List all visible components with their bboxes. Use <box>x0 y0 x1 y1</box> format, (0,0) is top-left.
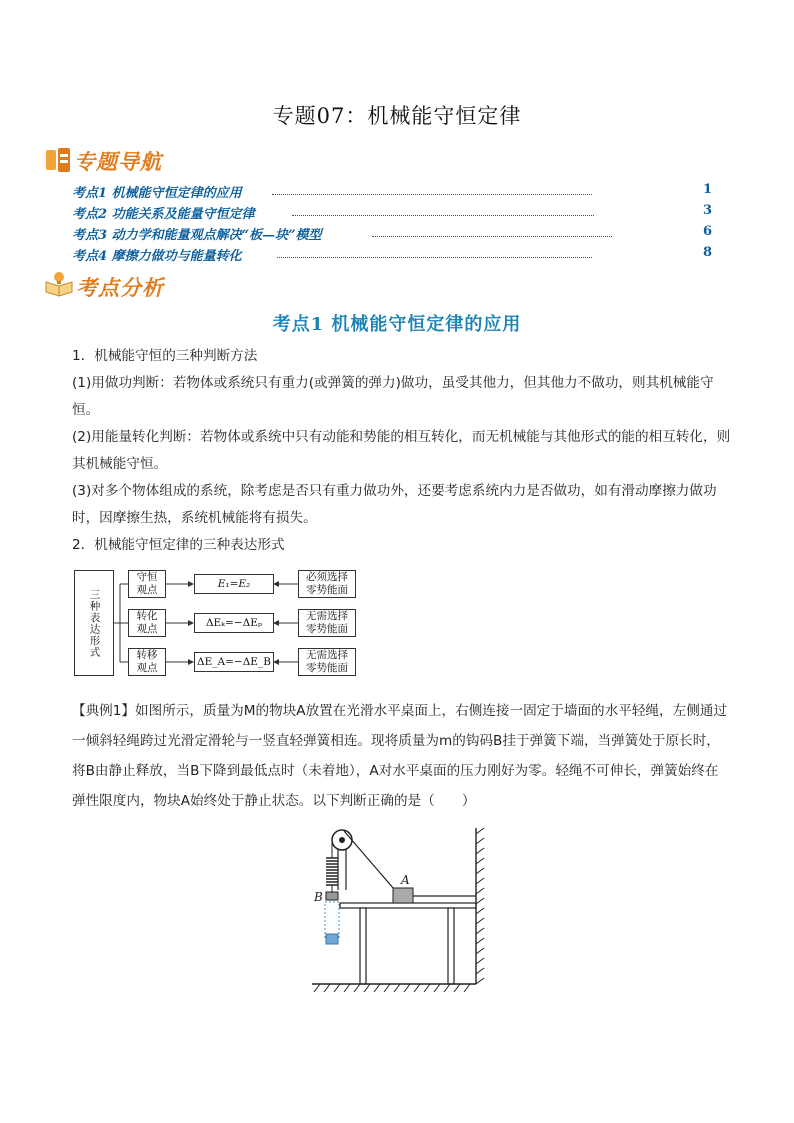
toc-item-4[interactable] <box>72 245 712 265</box>
mass-b <box>326 892 338 900</box>
toc-label: 考点2 功能关系及能量守恒定律 <box>72 203 257 222</box>
paragraph-1: (1)用做功判断：若物体或系统只有重力(或弹簧的弹力)做功，虽受其他力，但其他力不做功，则其机械能守恒。 <box>72 375 714 418</box>
toc-label: 考点1 机械能守恒定律的应用 <box>72 182 244 201</box>
page-title: 专题07：机械能守恒定律 <box>272 104 522 128</box>
keypoint-1-title: 考点1 机械能守恒定律的应用 <box>272 314 522 335</box>
example-tag: 【典例1】 <box>72 703 136 719</box>
analysis-section-header <box>44 270 244 304</box>
toc-item-1[interactable] <box>72 182 712 202</box>
toc-page: 8 <box>702 245 712 260</box>
physics-setup-figure <box>300 826 500 998</box>
formula-box: ΔEₖ=−ΔEₚ <box>194 613 274 633</box>
body-text <box>72 343 732 559</box>
analysis-header-label: 考点分析 <box>76 275 164 300</box>
view-box: 转移观点 <box>128 648 166 676</box>
note-box: 无需选择零势能面 <box>298 648 356 676</box>
paragraph-3: (3)对多个物体组成的系统，除考虑是否只有重力做功外，还要考虑系统内力是否做功，如有滑动摩擦力做功时，因摩擦生热，系统机械能将有损失。 <box>72 483 717 526</box>
label-b: B <box>314 890 323 904</box>
toc-label: 考点4 摩擦力做功与能量转化 <box>72 245 244 264</box>
formula-box: E₁=E₂ <box>194 574 274 594</box>
toc-page: 1 <box>702 182 712 197</box>
heading-1: 1．机械能守恒的三种判断方法 <box>72 348 258 364</box>
view-box: 转化观点 <box>128 609 166 637</box>
nav-section-header <box>44 144 244 178</box>
heading-2: 2．机械能守恒定律的三种表达形式 <box>72 537 285 553</box>
example-text: 如图所示，质量为M的物块A放置在光滑水平桌面上，右侧连接一固定于墙面的水平轻绳，左侧通过一倾斜轻绳跨过光滑定滑轮与一竖直轻弹簧相连。现将质量为m的钩码B挂于弹簧下端，当弹簧处于原长时，将B由静止释放，当B下降到最低点时（未着地），A对水平桌面的压力刚好为零。轻绳不可伸长，弹簧始终在弹性限度内，物块A始终处于静止状态。以下判断正确的是（ ） <box>72 703 727 809</box>
paragraph-2: (2)用能量转化判断：若物体或系统中只有动能和势能的相互转化，而无机械能与其他形式的能的相互转化，则其机械能守恒。 <box>72 429 731 472</box>
view-box: 守恒观点 <box>128 570 166 598</box>
nav-logo-icon <box>44 146 72 174</box>
toc-page: 6 <box>702 224 712 239</box>
example-1 <box>72 696 732 816</box>
book-bulb-icon <box>44 270 74 300</box>
note-box: 无需选择零势能面 <box>298 609 356 637</box>
toc-item-2[interactable] <box>72 203 712 223</box>
label-a: A <box>401 873 410 887</box>
note-box: 必须选择零势能面 <box>298 570 356 598</box>
toc-item-3[interactable] <box>72 224 712 244</box>
spring-icon <box>326 858 338 885</box>
toc-page: 3 <box>702 203 712 218</box>
table-top <box>340 903 476 908</box>
formula-box: ΔE_A=−ΔE_B <box>194 652 274 672</box>
toc-label: 考点3 动力学和能量观点解决“板—块”模型 <box>72 224 324 243</box>
diagram-root: 三种表达形式 <box>74 570 114 676</box>
expression-forms-diagram <box>74 568 374 680</box>
nav-header-label: 专题导航 <box>74 149 162 174</box>
block-a <box>393 888 413 903</box>
